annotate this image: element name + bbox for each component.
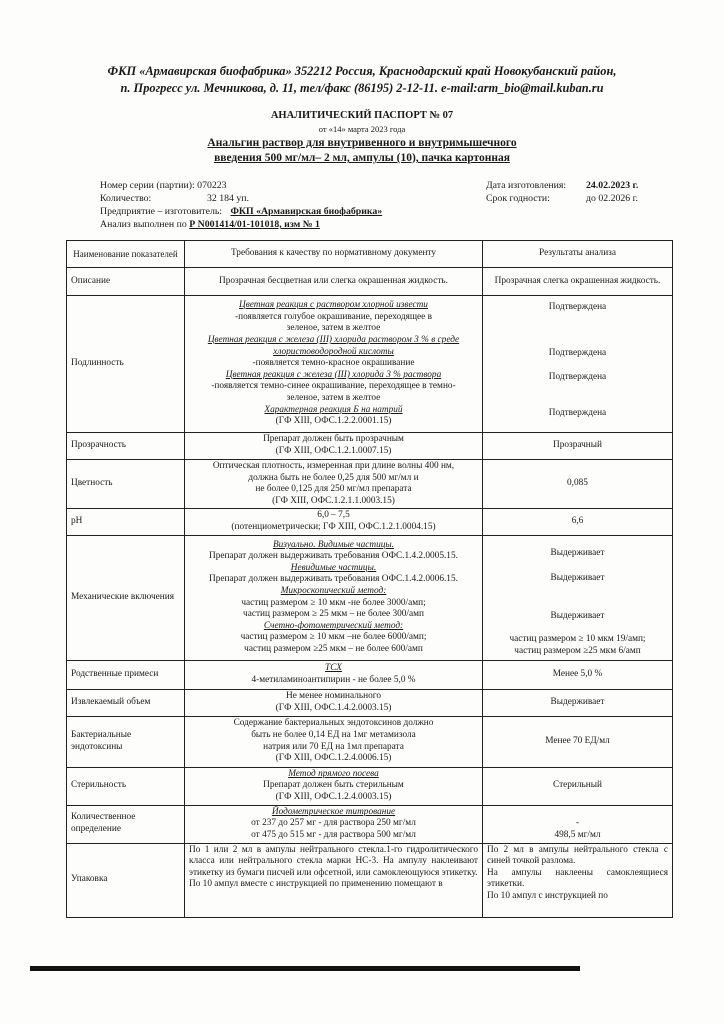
table-row-packaging [67, 843, 673, 917]
table-row-opisanie [67, 268, 673, 296]
row-requirement [185, 296, 483, 433]
req-line: зеленое, затем в желтое [286, 392, 381, 403]
req-line: Счетно-фотометрический метод: [263, 620, 404, 631]
req-line: Цветная реакция с раствором хлорной извести [239, 300, 428, 311]
req-line: зеленое, затем в желтое [286, 323, 381, 334]
row-name: Количественное определение [67, 805, 185, 843]
series-label: Номер серии (партии): [100, 180, 195, 191]
row-result [483, 296, 673, 433]
row-requirement [185, 535, 483, 660]
row-requirement [185, 716, 483, 767]
result-line: Выдерживает [550, 547, 605, 558]
row-result [483, 805, 673, 843]
req-line: частиц размером ≥25 мкм – не более 600/амп [244, 643, 423, 654]
row-name: Извлекаемый объем [67, 689, 185, 716]
table-header-row [67, 241, 673, 268]
row-name: Подлинность [67, 296, 185, 433]
result-line: Подтверждена [548, 302, 607, 312]
req-line: -появляется темно-красное окрашивание [252, 358, 415, 369]
result-line: Подтверждена [548, 372, 607, 383]
req-line: (ГФ XIII, ОФС.1.2.4.0003.15) [275, 791, 392, 802]
table-row-endotoxins [67, 716, 673, 767]
header-col-requirements: Требования к качеству по нормативному документу [185, 241, 483, 268]
result-line: Выдерживает [550, 573, 605, 584]
req-line: Препарат должен выдерживать требования ОФС.1.4.2.0006.15. [209, 574, 458, 585]
row-requirement [185, 767, 483, 805]
header-col-name: Наименование показателей [67, 241, 185, 268]
scan-edge-bar [30, 966, 580, 971]
row-result: 6,6 [483, 509, 673, 535]
expiry-value: до 02.2026 г. [586, 193, 638, 204]
quantity-value: 32 184 уп. [207, 193, 249, 204]
req-line: не более 0,125 для 250 мг/мл препарата [255, 484, 412, 495]
req-line: Цветная реакция с железа (III) хлорида раствором 3 % в среде [207, 335, 460, 346]
req-line: Препарат должен быть стерильным [263, 780, 404, 791]
req-line: частиц размером ≥ 10 мкм -не более 3000/амп; [241, 597, 426, 608]
req-line: Препарат должен выдерживать требования ОФС.1.4.2.0005.15. [209, 551, 458, 562]
header-col-results: Результаты анализа [483, 241, 673, 268]
row-requirement [185, 509, 483, 535]
result-line: На ампулы наклеены самоклеящиеся этикетки. [487, 867, 668, 890]
mfg-date-label: Дата изготовления: [486, 180, 567, 191]
req-line: от 237 до 257 мг - для раствора 250 мг/мл [251, 818, 416, 829]
table-row-assay [67, 805, 673, 843]
req-line: Препарат должен быть прозрачным [263, 434, 404, 445]
req-line: должна быть не более 0,25 для 500 мг/мл и [248, 472, 419, 483]
req-line: По 1 или 2 мл в ампулы нейтрального стекла.1-го гидролитического класса или нейтрального стекла марки НС-3. На ампулу наклеивают этикетку из бумаги писчей или офсетной, или самоклеющуюся этикетку. [189, 844, 478, 878]
req-line: натрия или 70 ЕД на 1мл препарата [263, 741, 404, 752]
result-line: Выдерживает [550, 610, 605, 621]
req-line: частиц размером ≥ 25 мкм – не более 300/амп [243, 609, 424, 620]
row-result: Менее 5,0 % [483, 660, 673, 689]
row-requirement [185, 805, 483, 843]
table-row-prozrachnost [67, 433, 673, 460]
table-row-izvl [67, 689, 673, 716]
req-line: Содержание бактериальных эндотоксинов должно [233, 718, 434, 729]
req-line: Метод прямого посева [288, 768, 379, 779]
row-requirement [185, 843, 483, 917]
row-result: Стерильный [483, 767, 673, 805]
row-requirement [185, 460, 483, 509]
req-line: По 10 ампул вместе с инструкцией по применению помещают в [189, 879, 443, 890]
document-date: от «14» марта 2023 года [318, 124, 406, 134]
product-name-line-2: введения 500 мг/мл– 2 мл, ампулы (10), пачка картонная [214, 152, 510, 164]
req-line: Не менее номинального [286, 690, 381, 701]
row-requirement [185, 660, 483, 689]
mfg-date-value: 24.02.2023 г. [586, 180, 639, 191]
row-name: Цветность [67, 460, 185, 509]
row-name: Родственные примеси [67, 660, 185, 689]
row-result [483, 535, 673, 660]
row-result: Выдерживает [483, 689, 673, 716]
result-line: По 2 мл в ампулы нейтрального стекла с синей точкой разлома. [487, 844, 668, 867]
req-line: (потенциометрически; ГФ XIII, ОФС.1.2.1.0004.15) [231, 521, 436, 532]
row-name: pH [67, 509, 185, 535]
row-name: Стерильность [67, 767, 185, 805]
result-line: 498,5 мг/мл [554, 829, 601, 840]
row-requirement: Прозрачная бесцветная или слегка окрашенная жидкость. [185, 268, 483, 296]
document-title: АНАЛИТИЧЕСКИЙ ПАСПОРТ № 07 [270, 110, 454, 121]
expiry-label: Срок годности: [486, 193, 550, 204]
req-line: Йодометрическое титрование [271, 806, 396, 817]
req-line: Микроскопический метод: [280, 585, 387, 596]
table-row-tsvetnost [67, 460, 673, 509]
req-line: (ГФ XIII, ОФС.1.2.4.0006.15) [275, 753, 392, 764]
row-result [483, 843, 673, 917]
req-line: Оптическая плотность, измеренная при длине волны 400 нм, [212, 461, 455, 471]
maker-field [100, 206, 382, 217]
result-line: - [575, 818, 580, 829]
req-line: от 475 до 515 мг - для раствора 500 мг/мл [251, 829, 416, 840]
row-name: Механические включения [67, 535, 185, 660]
result-line: частиц размером ≥ 10 мкм 19/амп; [509, 634, 646, 645]
req-line: ТСХ [325, 662, 342, 673]
series-field [100, 180, 227, 191]
analysis-field [100, 219, 320, 230]
row-result: Менее 70 ЕД/мл [483, 716, 673, 767]
req-line: (ГФ XIII, ОФС.1.4.2.0003.15) [275, 702, 392, 713]
req-line: (ГФ XIII, ОФС.1.2.1.0007.15) [275, 446, 392, 456]
analysis-value: Р N001414/01-101018, изм № 1 [189, 219, 320, 230]
req-line: 6,0 – 7,5 [317, 510, 350, 521]
table-row-sterility [67, 767, 673, 805]
req-line: -появляется темно-синее окрашивание, переходящее в темно- [211, 381, 456, 392]
result-line: частиц размером ≥25 мкм 6/амп [514, 645, 641, 656]
req-line: быть не более 0,14 ЕД на 1мг метамизола [251, 729, 416, 740]
row-result: Прозрачная слегка окрашенная жидкость. [483, 268, 673, 296]
req-line: частиц размером ≥ 10 мкм –не более 6000/амп; [240, 632, 427, 643]
row-name: Описание [67, 268, 185, 296]
row-requirement [185, 689, 483, 716]
req-line: Цветная реакция с железа (III) хлорида 3 % раствора [225, 369, 442, 380]
req-line: -появляется голубое окрашивание, переходящее в [235, 311, 432, 322]
req-line: Характерная реакция Б на натрий [264, 404, 403, 415]
table-row-rodstv [67, 660, 673, 689]
req-line: (ГФ XIII, ОФС.1.2.2.0001.15) [275, 416, 392, 427]
maker-value: ФКП «Армавирская биофабрика» [230, 206, 383, 217]
table-row-ph [67, 509, 673, 535]
req-line: Невидимые частицы. [290, 562, 377, 573]
table-row-mech [67, 535, 673, 660]
analysis-table [66, 240, 673, 918]
req-line: 4-метиламиноантипирин - не более 5,0 % [251, 674, 416, 685]
quantity-label: Количество: [100, 193, 152, 204]
result-line: По 10 ампул с инструкцией по [487, 890, 608, 901]
maker-label: Предприятие – изготовитель: [100, 206, 223, 217]
row-name: Прозрачность [67, 433, 185, 460]
series-value: 070223 [197, 180, 227, 191]
row-result: 0,085 [483, 460, 673, 509]
req-line: (ГФ XIII, ОФС.1.2.1.1.0003.15) [272, 495, 395, 506]
result-line: Подтверждена [548, 347, 607, 358]
letterhead-line-1: ФКП «Армавирская биофабрика» 352212 Россия, Краснодарский край Новокубанский район, [107, 64, 617, 78]
req-line: хлористоводородной кислоты [273, 346, 394, 357]
result-line: Подтверждена [548, 407, 607, 418]
table-row-podlinnost [67, 296, 673, 433]
row-result: Прозрачный [483, 433, 673, 460]
row-name: Упаковка [67, 843, 185, 917]
letterhead-line-2: п. Прогресс ул. Мечникова, д. 11, тел/факс (86195) 2-12-11. e-mail:arm_bio@mail.kuban.ru [120, 81, 604, 95]
product-name-line-1: Анальгин раствор для внутривенного и внутримышечного [207, 137, 517, 149]
row-requirement [185, 433, 483, 460]
analysis-label: Анализ выполнен по [100, 219, 187, 230]
row-name: Бактериальные эндотоксины [67, 716, 185, 767]
req-line: Визуально. Видимые частицы. [272, 539, 395, 550]
